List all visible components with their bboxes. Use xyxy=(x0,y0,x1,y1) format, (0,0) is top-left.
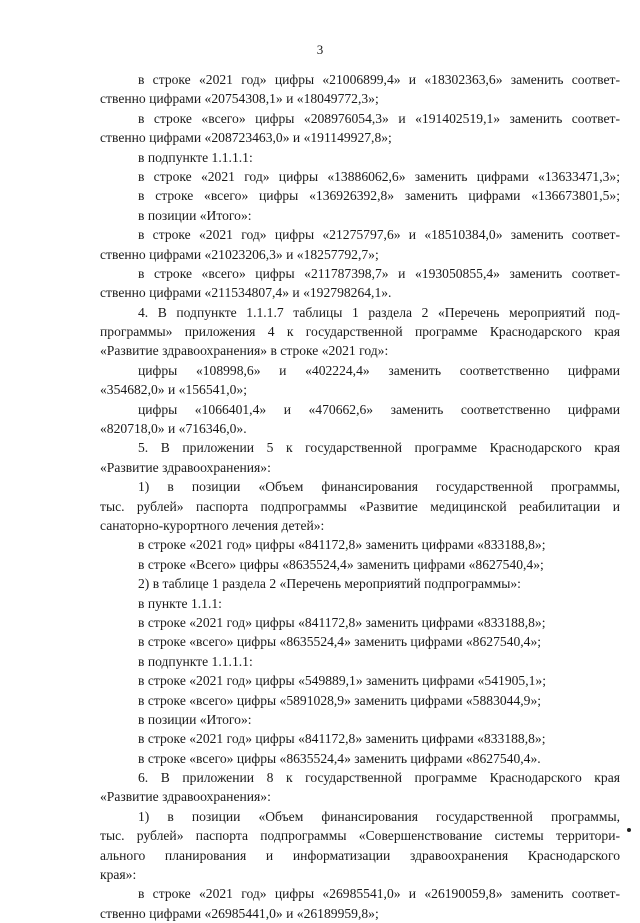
text-line: в строке «всего» цифры «208976054,3» и «191402519,1» заменить соответ- xyxy=(138,110,620,126)
text-line: в подпункте 1.1.1.1: xyxy=(138,653,253,669)
text-line: ственно цифрами «211534807,4» и «192798264,1». xyxy=(100,285,392,301)
text-line: в строке «всего» цифры «8635524,4» заменить цифрами «8627540,4». xyxy=(138,750,541,766)
text-line: 6. В приложении 8 к государственной программе Краснодарского края xyxy=(138,770,620,786)
text-line: в строке «2021 год» цифры «21275797,6» и «18510384,0» заменить соответ- xyxy=(138,227,620,243)
text-line: в позиции «Итого»: xyxy=(138,711,252,727)
document-body xyxy=(100,70,620,923)
text-line: в строке «всего» цифры «8635524,4» заменить цифрами «8627540,4»; xyxy=(138,634,542,650)
text-line: в строке «2021 год» цифры «549889,1» заменить цифрами «541905,1»; xyxy=(138,673,546,689)
text-line: в строке «2021 год» цифры «841172,8» заменить цифрами «833188,8»; xyxy=(138,731,546,747)
scan-mark xyxy=(627,828,631,832)
text-line: 5. В приложении 5 к государственной программе Краснодарского края xyxy=(138,440,620,456)
text-line: цифры «1066401,4» и «470662,6» заменить соответственно цифрами xyxy=(138,401,620,417)
text-line: в пункте 1.1.1: xyxy=(138,595,222,611)
text-line: 4. В подпункте 1.1.1.7 таблицы 1 раздела 2 «Перечень мероприятий под- xyxy=(138,304,620,320)
text-line: ального планирования и информатизации здравоохранения Краснодарского xyxy=(100,847,620,863)
text-line: программы» приложения 4 к государственной программе Краснодарского края xyxy=(100,324,620,340)
text-line: «Развитие здравоохранения»: xyxy=(100,459,271,475)
text-line: тыс. рублей» паспорта подпрограммы «Совершенствование системы территори- xyxy=(100,828,620,844)
text-line: 1) в позиции «Объем финансирования государственной программы, xyxy=(138,808,620,824)
text-line: тыс. рублей» паспорта подпрограммы «Развитие медицинской реабилитации и xyxy=(100,498,620,514)
text-line: в строке «2021 год» цифры «13886062,6» заменить цифрами «13633471,3»; xyxy=(138,168,620,184)
text-line: 2) в таблице 1 раздела 2 «Перечень мероприятий подпрограммы»: xyxy=(138,576,521,592)
text-line: «Развитие здравоохранения» в строке «2021 год»: xyxy=(100,343,389,359)
text-line: санаторно-курортного лечения детей»: xyxy=(100,517,325,533)
text-line: «820718,0» и «716346,0». xyxy=(100,421,247,437)
text-line: края»: xyxy=(100,867,137,883)
text-line: ственно цифрами «20754308,1» и «18049772,3»; xyxy=(100,91,379,107)
text-line: в позиции «Итого»: xyxy=(138,207,252,223)
text-line: ственно цифрами «26985441,0» и «26189959,8»; xyxy=(100,905,379,921)
text-line: «Развитие здравоохранения»: xyxy=(100,789,271,805)
text-line: в строке «2021 год» цифры «21006899,4» и «18302363,6» заменить соответ- xyxy=(138,72,620,87)
text-line: «354682,0» и «156541,0»; xyxy=(100,382,247,398)
text-line: ственно цифрами «208723463,0» и «191149927,8»; xyxy=(100,130,392,146)
text-line: в строке «2021 год» цифры «841172,8» заменить цифрами «833188,8»; xyxy=(138,537,546,553)
text-line: в строке «всего» цифры «211787398,7» и «193050855,4» заменить соответ- xyxy=(138,265,620,281)
text-line: в строке «Всего» цифры «8635524,4» заменить цифрами «8627540,4»; xyxy=(138,556,544,572)
text-line: в строке «2021 год» цифры «26985541,0» и «26190059,8» заменить соответ- xyxy=(138,886,620,902)
text-line: в подпункте 1.1.1.1: xyxy=(138,149,253,165)
text-line: ственно цифрами «21023206,3» и «18257792,7»; xyxy=(100,246,379,262)
page-number: 3 xyxy=(316,42,324,57)
text-line: в строке «всего» цифры «5891028,9» заменить цифрами «5883044,9»; xyxy=(138,692,542,708)
text-line: в строке «всего» цифры «136926392,8» заменить цифрами «136673801,5»; xyxy=(138,188,620,204)
text-line: 1) в позиции «Объем финансирования государственной программы, xyxy=(138,479,620,495)
text-line: в строке «2021 год» цифры «841172,8» заменить цифрами «833188,8»; xyxy=(138,614,546,630)
text-line: цифры «108998,6» и «402224,4» заменить соответственно цифрами xyxy=(138,362,620,378)
